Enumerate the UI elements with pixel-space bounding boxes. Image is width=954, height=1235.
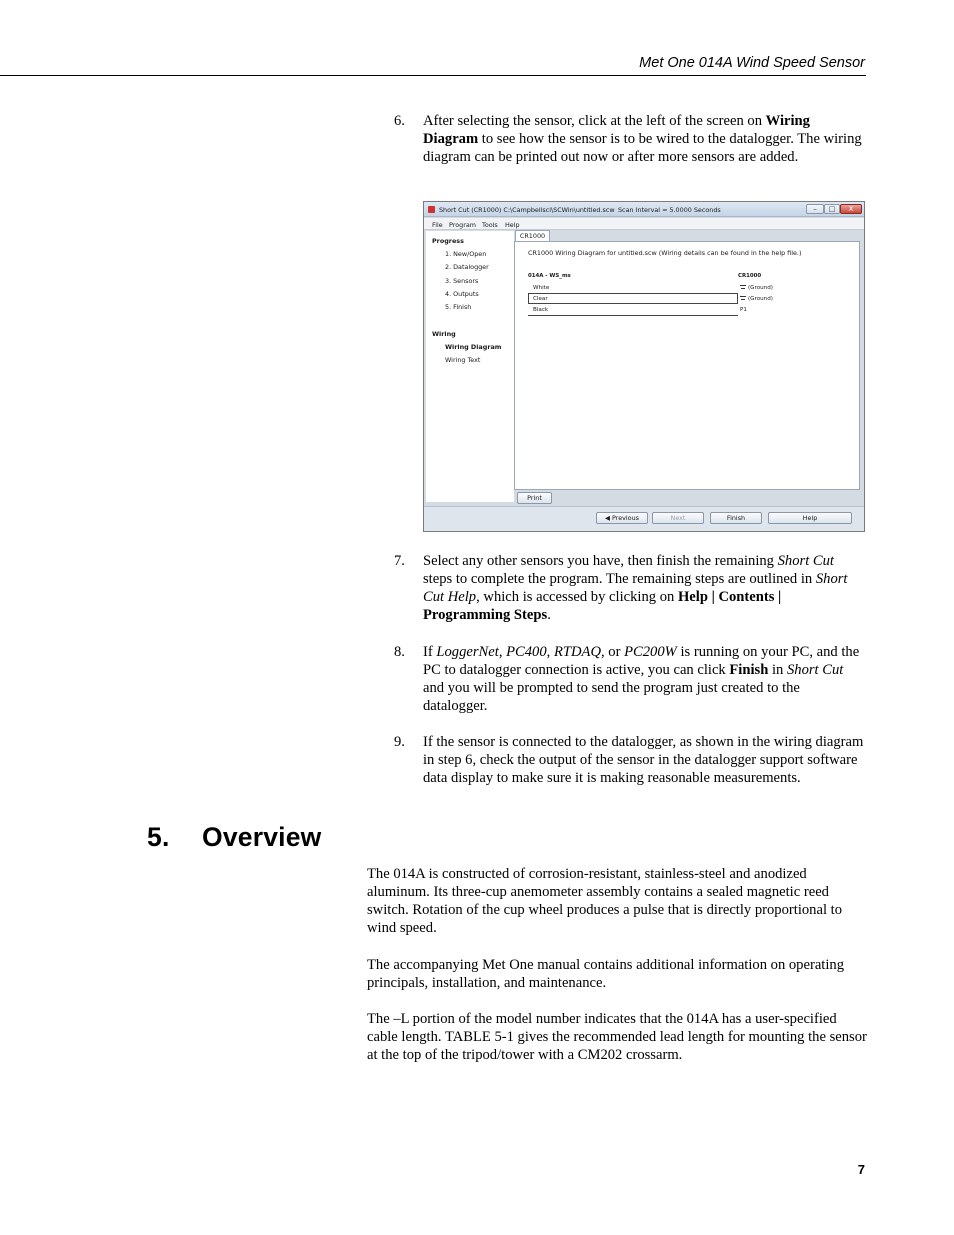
wire-terminal (740, 307, 747, 313)
sidebar-item-datalogger[interactable]: 2. Datalogger (445, 263, 489, 271)
section-number: 5. (147, 822, 170, 852)
scan-interval: Scan Interval = 5.0000 Seconds (618, 205, 721, 214)
step-italic-run: PC400 (506, 644, 547, 660)
step-text (423, 552, 866, 624)
progress-heading: Progress (432, 237, 464, 245)
panel-heading: CR1000 Wiring Diagram for untitled.scw (Wiring details can be found in the help file.) (528, 249, 802, 257)
step-number: 7. (394, 553, 405, 569)
wire-line (528, 293, 738, 304)
step-italic-run: Short Cut Help (423, 571, 848, 606)
tab-cr1000[interactable]: CR1000 (515, 230, 550, 242)
step-9 (394, 733, 866, 787)
progress-sidebar (426, 231, 514, 502)
ground-icon (740, 296, 746, 301)
wire-terminal (740, 285, 773, 291)
sidebar-item-finish[interactable]: 5. Finish (445, 303, 472, 311)
step-italic-run: LoggerNet (436, 644, 499, 660)
menu-help[interactable]: Help (505, 220, 520, 229)
next-button[interactable]: Next (652, 512, 704, 524)
logger-column-heading: CR1000 (738, 273, 762, 279)
wire-label: Black (533, 307, 549, 313)
sidebar-item-wiring-text[interactable]: Wiring Text (445, 356, 481, 364)
sidebar-item-sensors[interactable]: 3. Sensors (445, 277, 479, 285)
header-rule (0, 75, 866, 76)
menu-bar (424, 218, 864, 230)
short-cut-screenshot (423, 201, 865, 532)
step-bold-run: Wiring Diagram (423, 113, 810, 148)
maximize-icon[interactable]: □ (824, 204, 840, 214)
step-text-run: . (547, 607, 551, 624)
sidebar-item-outputs[interactable]: 4. Outputs (445, 290, 479, 298)
menu-tools[interactable]: Tools (482, 220, 498, 229)
step-text (423, 643, 866, 715)
step-text-run: Select any other sensors you have, then finish the remaining (423, 553, 778, 569)
step-text (423, 112, 866, 166)
section-title: Overview (202, 822, 322, 852)
section-heading (147, 822, 321, 853)
terminal-label: P1 (740, 307, 747, 313)
step-italic-run: PC200W (624, 644, 677, 660)
wiring-heading: Wiring (432, 330, 456, 338)
menu-file[interactable]: File (432, 220, 443, 229)
ground-icon (740, 285, 746, 290)
step-bold-run: Help | Contents | Programming Steps (423, 589, 782, 624)
wire-terminal (740, 296, 773, 302)
previous-button[interactable]: ◀ Previous (596, 512, 648, 524)
step-text-run: , or (600, 644, 625, 660)
wire-label: White (533, 285, 550, 291)
minimize-icon[interactable]: – (806, 204, 824, 214)
step-number: 8. (394, 644, 405, 660)
step-italic-run: Short Cut (777, 553, 834, 569)
step-text-run: If (423, 644, 437, 660)
menu-program[interactable]: Program (449, 220, 476, 229)
sensor-column-heading: 014A - WS_ms (528, 273, 571, 279)
step-number: 9. (394, 734, 405, 750)
window-titlebar (424, 202, 864, 217)
step-number: 6. (394, 113, 405, 129)
overview-paragraph: The accompanying Met One manual contains additional information on operating principals, installation, and maintenance. (367, 957, 844, 992)
step-8 (394, 643, 866, 715)
step-text-run: steps to complete the program. The remaining steps are outlined in (423, 571, 816, 588)
close-icon[interactable]: X (840, 204, 862, 214)
sidebar-item-new-open[interactable]: 1. New/Open (445, 250, 487, 258)
app-icon (428, 206, 435, 213)
window-title: Short Cut (CR1000) C:\Campbellsci\SCWin\untitled.scw (439, 205, 615, 214)
step-text-run: is running on your PC, and the PC to datalogger connection is active, you can click (423, 644, 860, 679)
finish-button[interactable]: Finish (710, 512, 762, 524)
wire-line (528, 315, 738, 316)
step-italic-run: Short Cut (786, 662, 844, 679)
step-7 (394, 552, 866, 624)
step-text-run: in (768, 662, 787, 679)
step-text-run: and you will be prompted to send the program just created to the datalogger. (423, 680, 800, 715)
step-text-run: , (498, 644, 507, 660)
wire-label: Clear (533, 296, 548, 302)
sidebar-item-wiring-diagram[interactable]: Wiring Diagram (445, 343, 502, 351)
overview-paragraph: The 014A is constructed of corrosion-resistant, stainless-steel and anodized aluminum. Its three-cup anemometer assembly contains a sealed magnetic reed switch. Rotation of the cup wheel produces a pulse that is directly proportional to wind speed. (367, 866, 842, 937)
step-text-run: to see how the sensor is to be wired to the datalogger. The wiring diagram can be printed out now or after more sensors are added. (423, 131, 862, 166)
step-text-run: , which is accessed by clicking on (476, 589, 678, 606)
running-header: Met One 014A Wind Speed Sensor (639, 55, 865, 71)
step-italic-run: RTDAQ (553, 644, 601, 660)
terminal-label: (Ground) (748, 285, 773, 291)
step-6 (394, 112, 866, 166)
wiring-diagram-panel (514, 241, 860, 490)
help-button[interactable]: Help (768, 512, 852, 524)
print-button[interactable]: Print (517, 492, 552, 504)
step-text: If the sensor is connected to the datalogger, as shown in the wiring diagram in step 6, check the output of the sensor in the datalogger support software data display to make sure it is making reasonable measurements. (423, 734, 864, 787)
terminal-label: (Ground) (748, 296, 773, 302)
step-text-run: , (546, 644, 554, 660)
step-bold-run: Finish (729, 662, 769, 679)
overview-paragraph: The –L portion of the model number indicates that the 014A has a user-specified cable length. TABLE 5-1 gives the recommended lead length for mounting the sensor at the top of the tripod/tower with a CM202 crossarm. (367, 1011, 867, 1064)
step-text-run: After selecting the sensor, click at the left of the screen on (423, 113, 766, 129)
page-number: 7 (857, 1162, 865, 1177)
